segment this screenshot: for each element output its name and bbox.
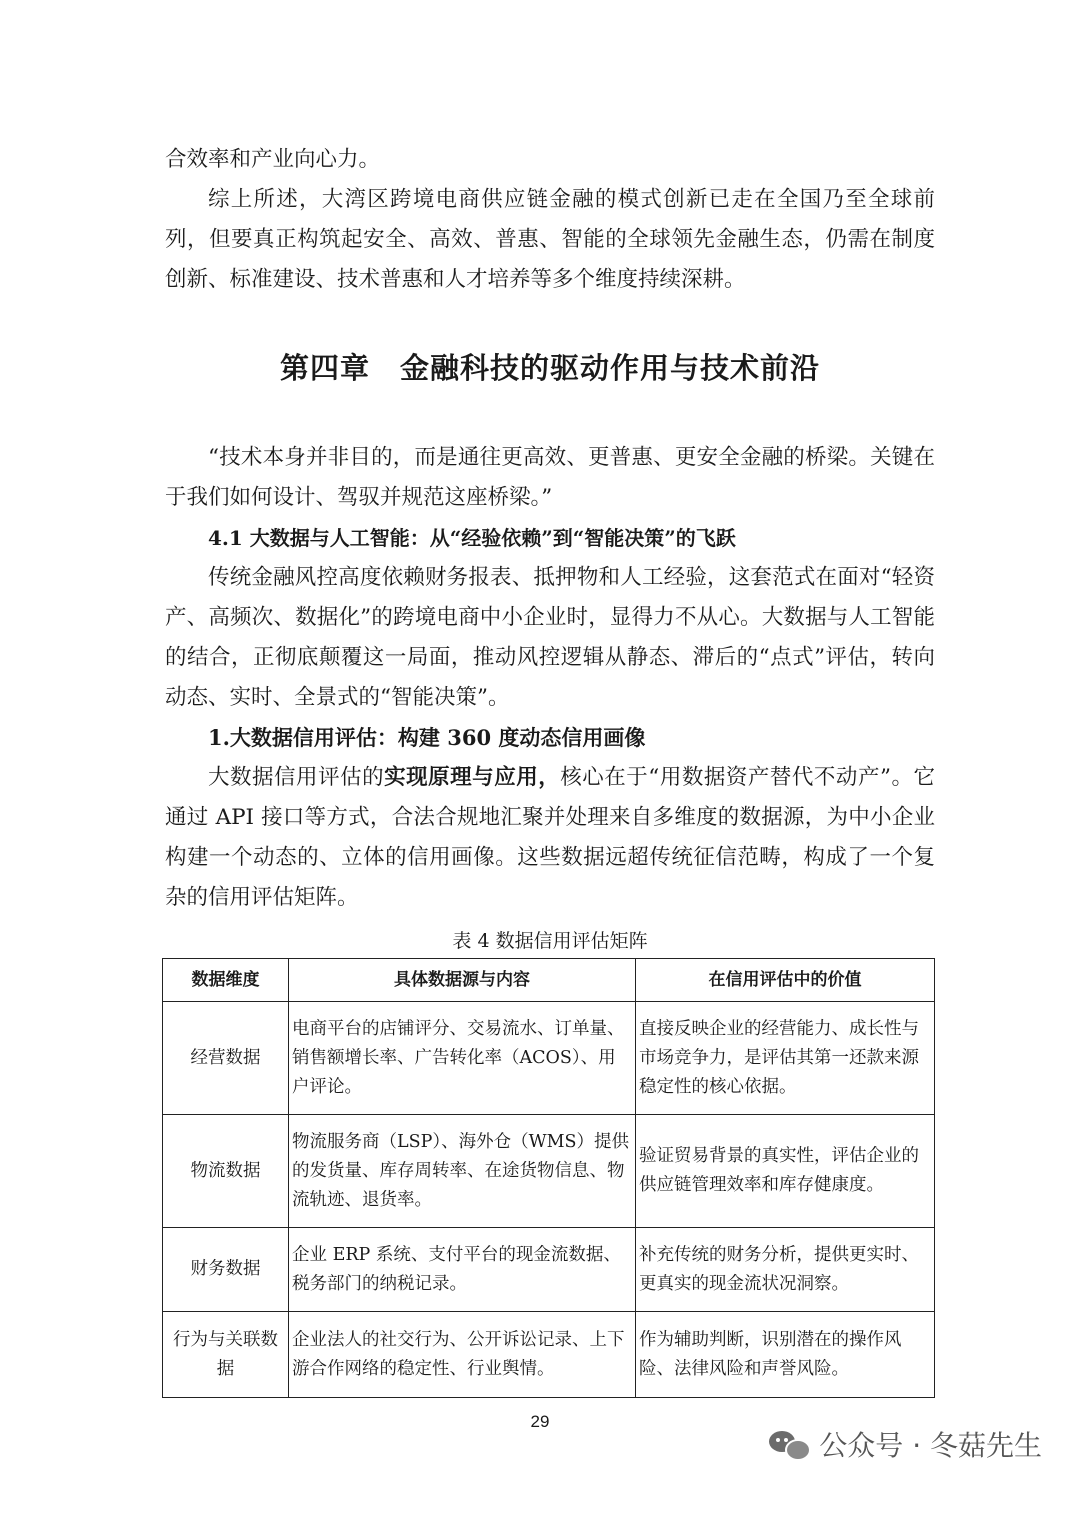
section-4-1-body: 传统金融风控高度依赖财务报表、抵押物和人工经验，这套范式在面对“轻资产、高频次、数据化”的跨境电商中小企业时，显得力不从心。大数据与人工智能的结合，正彻底颠覆这一局面，推动风控逻辑从静态、滞后的“点式”评估，转向动态、实时、全景式的“智能决策”。 — [165, 565, 935, 710]
cell-source: 电商平台的店铺评分、交易流水、订单量、销售额增长率、广告转化率（ACOS）、用户评论。 — [289, 1002, 636, 1115]
cell-value: 补充传统的财务分析，提供更实时、更真实的现金流状况洞察。 — [636, 1228, 935, 1312]
section-heading-4-1: 4.1 大数据与人工智能：从“经验依赖”到“智能决策”的飞跃 — [208, 526, 736, 550]
subsection-1-body — [165, 758, 935, 918]
table-row — [163, 1312, 935, 1398]
cell-source: 企业 ERP 系统、支付平台的现金流数据、税务部门的纳税记录。 — [289, 1228, 636, 1312]
cell-value: 直接反映企业的经营能力、成长性与市场竞争力，是评估其第一还款来源稳定性的核心依据。 — [636, 1002, 935, 1115]
watermark-text: 公众号 · 冬菇先生 — [819, 1429, 1042, 1462]
table-caption: 表 4 数据信用评估矩阵 — [452, 930, 648, 952]
chapter-quote: “技术本身并非目的，而是通往更高效、更普惠、更安全金融的桥梁。关键在于我们如何设计、驾驭并规范这座桥梁。” — [165, 445, 935, 510]
cell-source: 物流服务商（LSP）、海外仓（WMS）提供的发货量、库存周转率、在途货物信息、物流轨迹、退货率。 — [289, 1115, 636, 1228]
chapter-title: 第四章 金融科技的驱动作用与技术前沿 — [279, 351, 820, 385]
body-text-emphasis: 实现原理与应用， — [384, 765, 561, 790]
page-content — [165, 140, 935, 1398]
credit-matrix-table — [162, 958, 935, 1398]
cell-dimension: 行为与关联数据 — [163, 1312, 289, 1398]
subsection-heading-1: 1.大数据信用评估：构建 360 度动态信用画像 — [208, 725, 646, 750]
cell-value: 作为辅助判断，识别潜在的操作风险、法律风险和声誉风险。 — [636, 1312, 935, 1398]
table-header-row — [163, 959, 935, 1002]
page-number: 29 — [530, 1412, 550, 1431]
cell-dimension: 经营数据 — [163, 1002, 289, 1115]
body-text-rest: 核心在于“用数据资产替代不动产”。它通过 API 接口等方式，合法合规地汇聚并处理来自多维度的数据源，为中小企业构建一个动态的、立体的信用画像。这些数据远超传统征信范畴，构成了一个复杂的信用评估矩阵。 — [165, 765, 935, 910]
wechat-icon — [769, 1429, 809, 1459]
cell-dimension: 物流数据 — [163, 1115, 289, 1228]
cell-dimension: 财务数据 — [163, 1228, 289, 1312]
table-row — [163, 1228, 935, 1312]
column-header-value: 在信用评估中的价值 — [636, 959, 935, 1002]
paragraph-summary: 综上所述，大湾区跨境电商供应链金融的模式创新已走在全国乃至全球前列，但要真正构筑起安全、高效、普惠、智能的全球领先金融生态，仍需在制度创新、标准建设、技术普惠和人才培养等多个维度持续深耕。 — [165, 187, 935, 292]
table-row — [163, 1002, 935, 1115]
table-row — [163, 1115, 935, 1228]
column-header-source: 具体数据源与内容 — [289, 959, 636, 1002]
paragraph-continuation: 合效率和产业向心力。 — [165, 147, 381, 172]
body-text-lead: 大数据信用评估的 — [208, 765, 385, 790]
watermark — [769, 1424, 1042, 1464]
column-header-dimension: 数据维度 — [163, 959, 289, 1002]
cell-value: 验证贸易背景的真实性，评估企业的供应链管理效率和库存健康度。 — [636, 1115, 935, 1228]
cell-source: 企业法人的社交行为、公开诉讼记录、上下游合作网络的稳定性、行业舆情。 — [289, 1312, 636, 1398]
